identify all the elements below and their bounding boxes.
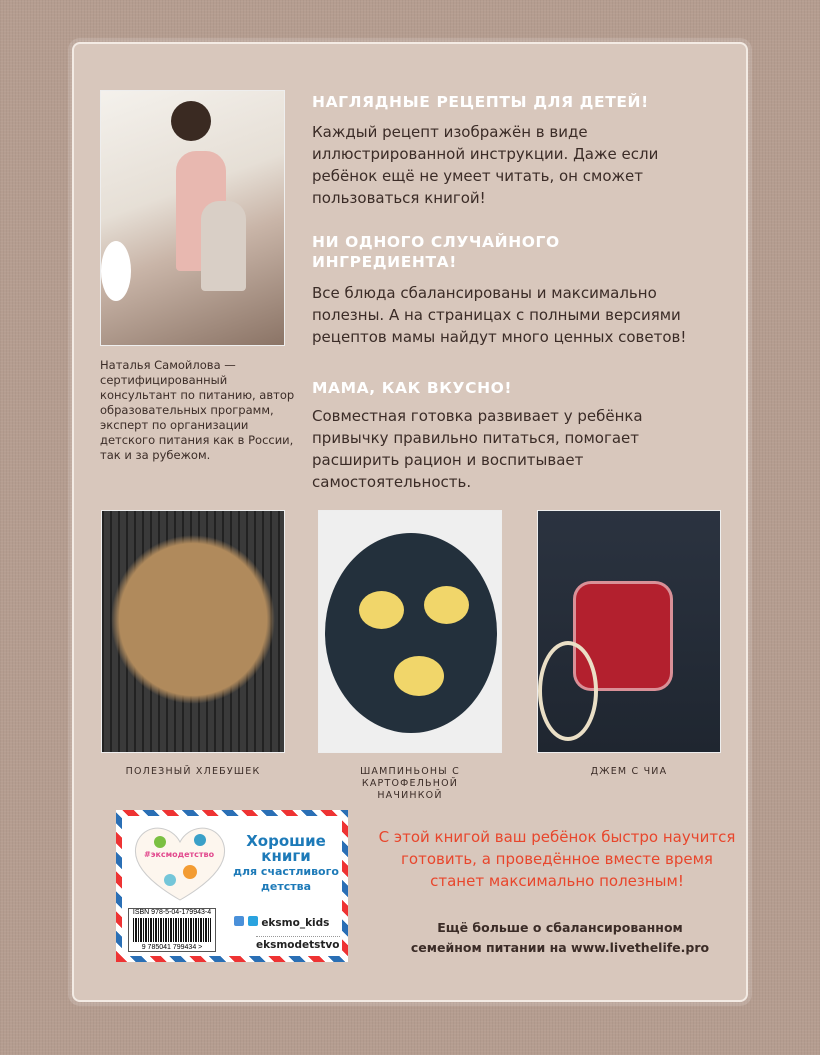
slogan [230,834,342,894]
heart-logo [130,822,230,902]
slogan-line: Хорошие [246,832,326,850]
slogan-line: детства [261,880,311,893]
dish-caption: ШАМПИНЬОНЫ С КАРТОФЕЛЬНОЙ НАЧИНКОЙ [360,766,460,801]
section-heading: МАМА, КАК ВКУСНО! [312,379,513,397]
barcode-number: 9 785041 799434 > [141,944,203,951]
isbn-text: ISBN 978-5-04-179943-4 [132,909,212,916]
promo-text: С этой книгой ваш ребёнок быстро научится готовить, а проведённое вместе время станет максимально полезным! [378,828,736,890]
section-body: Все блюда сбалансированы и максимально полезны. А на страницах с полными версиями рецептов мамы найдут много ценных советов! [312,284,687,346]
section-heading: НАГЛЯДНЫЕ РЕЦЕПТЫ ДЛЯ ДЕТЕЙ! [312,93,649,111]
mushrooms-photo [318,510,502,753]
bread-photo [101,510,285,753]
author-photo [100,90,285,346]
telegram-icon [248,916,258,926]
slogan-line: книги [261,847,311,865]
section-body: Каждый рецепт изображён в виде иллюстрированной инструкции. Даже если ребёнок ещё не умеет читать, он сможет пользоваться книгой! [312,123,659,207]
author-bio: Наталья Самойлова — сертифицированный консультант по питанию, автор образовательных программ, эксперт по организации детского питания как в России, так и за рубежом. [100,358,295,462]
dish-caption: ПОЛЕЗНЫЙ ХЛЕБУШЕК [125,766,261,777]
vk-icon [234,916,244,926]
hashtag: #эксмодетство [144,850,215,859]
barcode [128,908,216,952]
more-info-text: Ещё больше о сбалансированном семейном питании на www.livethelife.pro [410,920,710,955]
dish-caption: ДЖЕМ С ЧИА [590,766,668,777]
slogan-line: для счастливого [233,865,339,878]
jam-photo [537,510,721,753]
barcode-bars [133,918,211,942]
publisher-sticker [116,810,348,962]
section-heading: НИ ОДНОГО СЛУЧАЙНОГО ИНГРЕДИЕНТА! [312,233,560,271]
social-handle-2: eksmodetstvo [256,936,340,951]
social-handle: eksmo_kids [261,917,330,929]
section-body: Совместная готовка развивает у ребёнка привычку правильно питаться, помогает расширить рацион и воспитывает самостоятельность. [312,407,643,491]
social-vk-telegram [234,916,329,929]
